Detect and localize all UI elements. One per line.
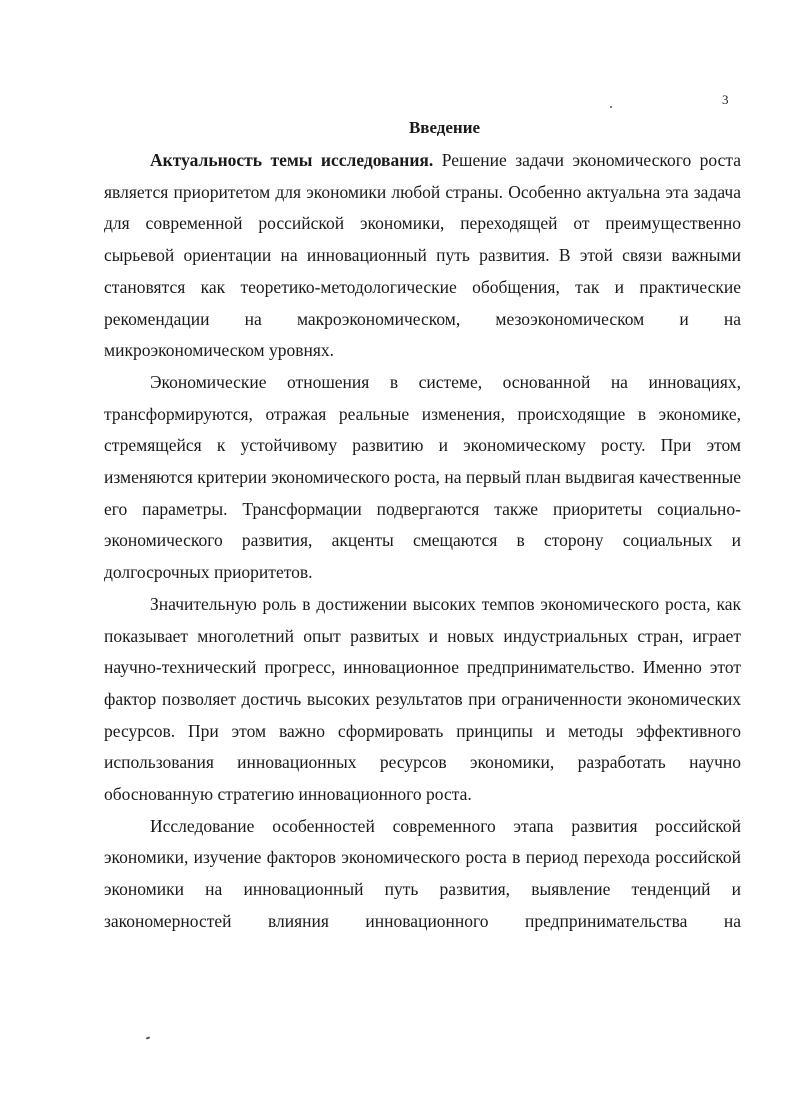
paragraph-1 (104, 145, 741, 367)
page-number: 3 (722, 92, 729, 107)
paragraph-2: Экономические отношения в системе, основанной на инновациях, трансформируются, отражая реальные изменения, происходящие в экономике, стремящейся к устойчивому развитию и экономическому росту. При этом изменяются критерии экономического роста, на первый план выдвигая качественные его параметры. Трансформации подвергаются также приоритеты социально-экономического развития, акценты смещаются в сторону социальных и долгосрочных приоритетов. (104, 371, 741, 583)
paragraph-lead: Актуальность темы исследования. (150, 150, 434, 170)
section-heading: Введение (408, 118, 481, 137)
scan-speck (146, 1036, 150, 1039)
body-text (104, 145, 741, 938)
paragraph-text: Решение задачи экономического роста является приоритетом для экономики любой страны. Особенно актуальна эта задача для современной российской экономики, переходящей от преимущественно сырьевой ориентации на инновационный путь развития. В этой связи важными становятся как теоретико-методологические обобщения, так и практические рекомендации на макроэкономическом, мезоэкономическом и на микроэкономическом уровнях. (104, 150, 742, 361)
paragraph-4: Исследование особенностей современного этапа развития российской экономики, изучение факторов экономического роста в период перехода российской экономики на инновационный путь развития, выявление тенденций и закономерностей влияния инновационного предпринимательства на (104, 815, 741, 931)
scan-speck (610, 106, 612, 108)
paragraph-3: Значительную роль в достижении высоких темпов экономического роста, как показывает многолетний опыт развитых и новых индустриальных стран, играет научно-технический прогресс, инновационное предпринимательство. Именно этот фактор позволяет достичь высоких результатов при ограниченности экономических ресурсов. При этом важно сформировать принципы и методы эффективного использования инновационных ресурсов экономики, разработать научно обоснованную стратегию инновационного роста. (104, 593, 741, 805)
